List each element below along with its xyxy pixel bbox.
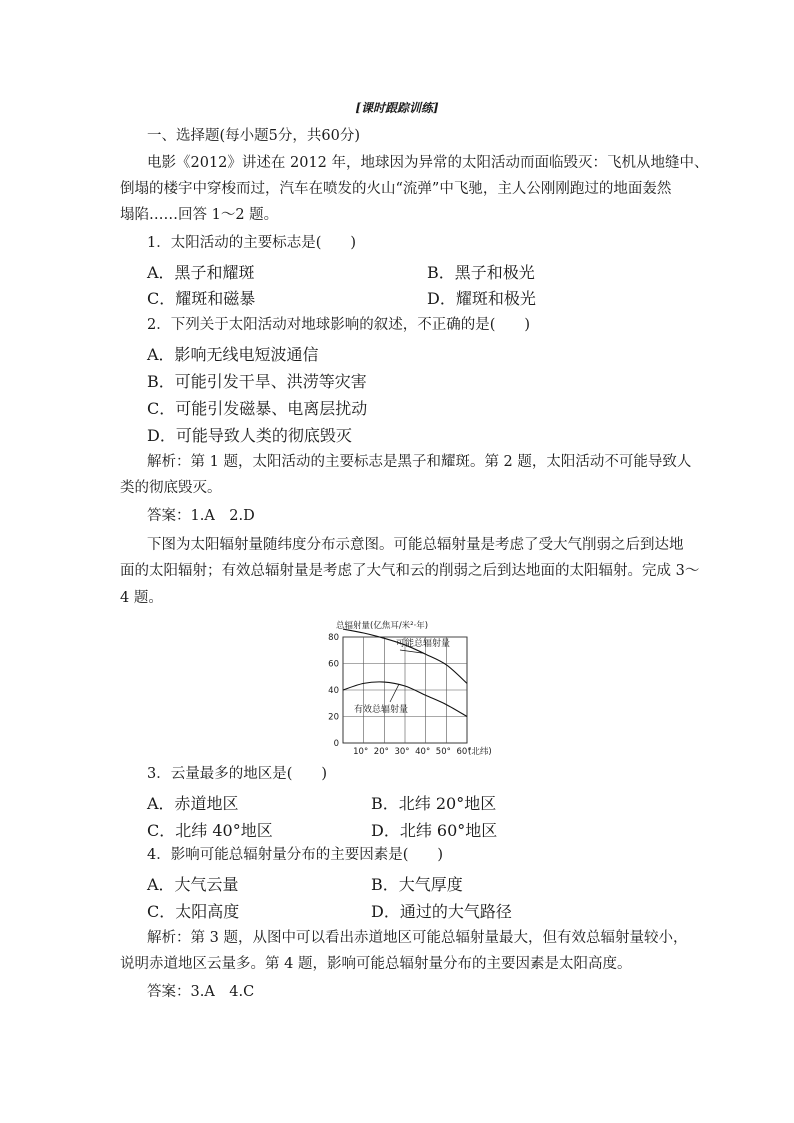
x-tick-label: 50° bbox=[435, 747, 451, 757]
page-header: [课时跟踪训练] bbox=[355, 101, 439, 115]
q4-option-b: B．大气厚度 bbox=[371, 875, 463, 894]
radiation-chart-svg bbox=[318, 617, 508, 759]
x-axis-label: (北纬) bbox=[468, 747, 492, 757]
y-axis-label: 总辐射量(亿焦耳/米²·年) bbox=[336, 621, 429, 631]
q4-option-c: C．太阳高度 bbox=[147, 902, 240, 921]
analysis1-line1: 解析：第 1 题，太阳活动的主要标志是黑子和耀斑。第 2 题，太阳活动不可能导致人 bbox=[147, 454, 692, 470]
y-tick-label: 80 bbox=[328, 633, 339, 643]
analysis2-line1: 解析：第 3 题，从图中可以看出赤道地区可能总辐射量最大，但有效总辐射量较小， bbox=[147, 930, 688, 946]
section-title: 一、选择题(每小题5分，共60分) bbox=[147, 128, 360, 144]
q3-option-c: C．北纬 40°地区 bbox=[147, 821, 273, 840]
radiation-chart bbox=[318, 617, 508, 759]
intro1-line1: 电影《2012》讲述在 2012 年，地球因为异常的太阳活动而面临毁灭：飞机从地缝中、 bbox=[147, 155, 709, 171]
q3-option-a: A．赤道地区 bbox=[147, 794, 239, 813]
answer1: 答案：1.A 2.D bbox=[147, 508, 255, 524]
q2-option-d: D．可能导致人类的彻底毁灭 bbox=[147, 426, 352, 445]
series-leader-effective-radiation bbox=[390, 684, 399, 702]
x-tick-label: 10° bbox=[353, 747, 369, 757]
q3-option-b: B．北纬 20°地区 bbox=[371, 794, 497, 813]
q1-option-d: D．耀斑和极光 bbox=[427, 289, 536, 308]
intro2-line3: 4 题。 bbox=[120, 590, 163, 606]
x-tick-label: 20° bbox=[373, 747, 389, 757]
q1-option-b: B．黑子和极光 bbox=[427, 263, 535, 282]
y-tick-label: 0 bbox=[333, 739, 339, 749]
q4-stem: 4．影响可能总辐射量分布的主要因素是( ) bbox=[147, 847, 444, 863]
intro2-line2: 面的太阳辐射；有效总辐射量是考虑了大气和云的削弱之后到达地面的太阳辐射。完成 3～ bbox=[120, 563, 700, 579]
q3-stem: 3．云量最多的地区是( ) bbox=[147, 766, 328, 782]
y-tick-label: 60 bbox=[328, 659, 339, 670]
q4-option-a: A．大气云量 bbox=[147, 875, 239, 894]
series-label-effective-radiation: 有效总辐射量 bbox=[354, 705, 409, 715]
q2-stem: 2．下列关于太阳活动对地球影响的叙述，不正确的是( ) bbox=[147, 317, 531, 333]
analysis2-line2: 说明赤道地区云量多。第 4 题，影响可能总辐射量分布的主要因素是太阳高度。 bbox=[120, 956, 632, 972]
q1-stem: 1．太阳活动的主要标志是( ) bbox=[147, 235, 357, 251]
q4-option-d: D．通过的大气路径 bbox=[371, 902, 512, 921]
q2-option-a: A．影响无线电短波通信 bbox=[147, 345, 319, 364]
intro2-line1: 下图为太阳辐射量随纬度分布示意图。可能总辐射量是考虑了受大气削弱之后到达地 bbox=[147, 537, 684, 553]
q2-option-c: C．可能引发磁暴、电离层扰动 bbox=[147, 399, 368, 418]
q1-option-c: C．耀斑和磁暴 bbox=[147, 289, 256, 308]
y-tick-label: 20 bbox=[328, 712, 339, 723]
series-label-possible-radiation: 可能总辐射量 bbox=[396, 639, 451, 649]
intro1-line2: 倒塌的楼宇中穿梭而过，汽车在喷发的火山“流弹”中飞驰，主人公刚刚跑过的地面轰然 bbox=[120, 181, 672, 197]
x-tick-label: 40° bbox=[415, 747, 431, 757]
q1-option-a: A．黑子和耀斑 bbox=[147, 263, 255, 282]
y-tick-label: 40 bbox=[328, 686, 339, 696]
q2-option-b: B．可能引发干旱、洪涝等灾害 bbox=[147, 372, 367, 391]
x-tick-label: 60° bbox=[456, 747, 472, 757]
q3-option-d: D．北纬 60°地区 bbox=[371, 821, 498, 840]
intro1-line3: 塌陷……回答 1～2 题。 bbox=[120, 207, 279, 223]
analysis1-line2: 类的彻底毁灭。 bbox=[120, 480, 222, 496]
x-tick-label: 30° bbox=[394, 747, 410, 757]
answer2: 答案：3.A 4.C bbox=[147, 984, 255, 1000]
